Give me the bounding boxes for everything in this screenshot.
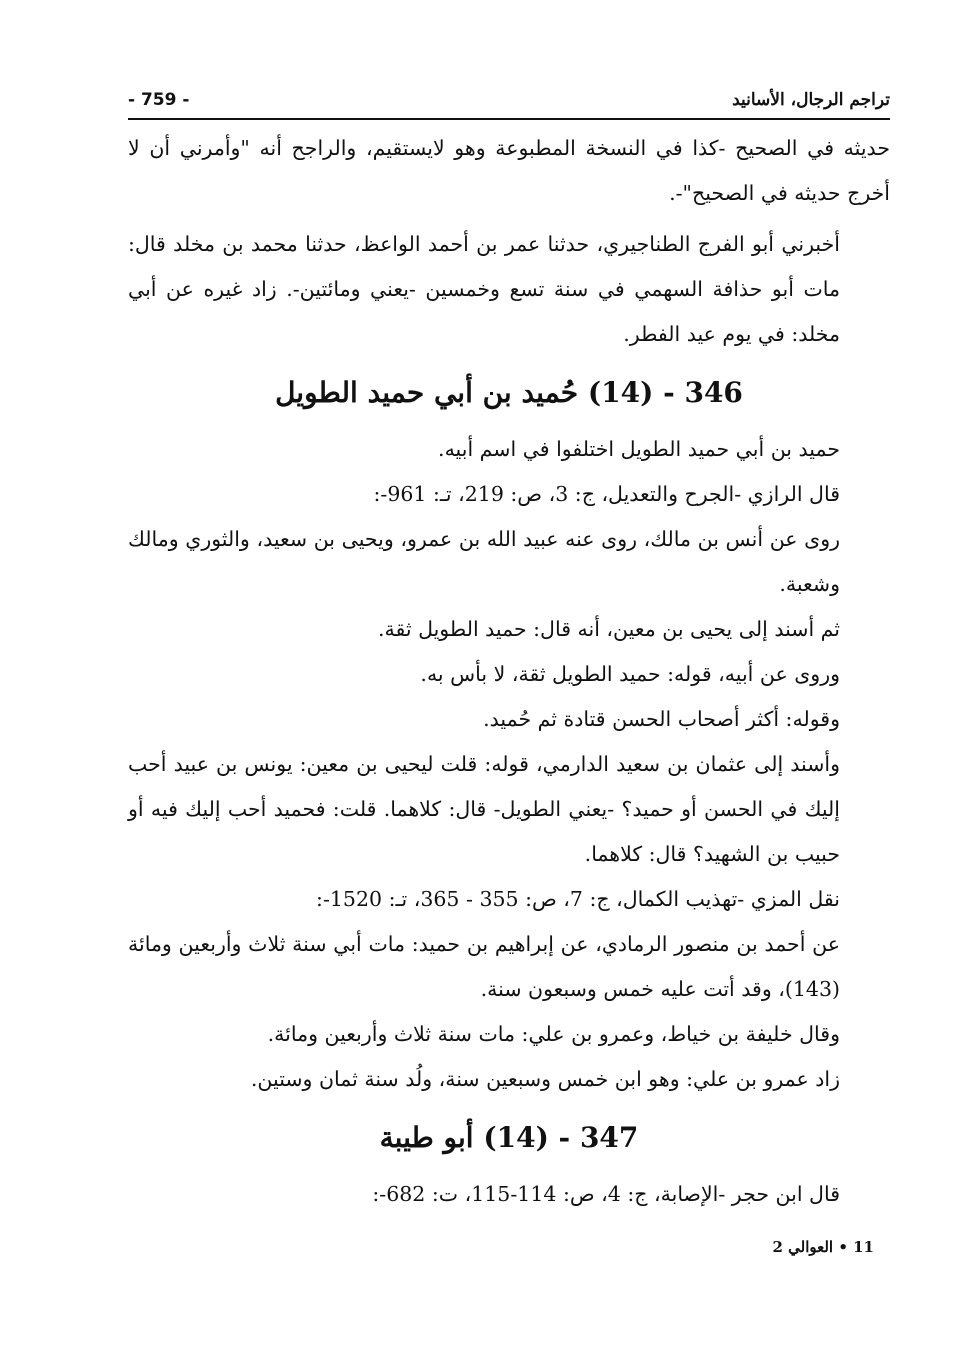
paragraph: وأسند إلى عثمان بن سعيد الدارمي، قوله: قلت ليحيى بن معين: يونس بن عبيد أحب إليك في الحسن أو حميد؟ -يعني الطويل- قال: كلاهما. قلت: فحميد أحب إليك فيه أو حبيب بن الشهيد؟ قال: كلاهما. — [128, 752, 840, 866]
citation-paragraph: قال ابن حجر -الإصابة، ج: 4، ص: 114-115، ت: 682-: — [372, 1182, 840, 1206]
page-body — [128, 126, 890, 1217]
page-number: - 759 - — [128, 90, 190, 110]
paragraph: وقوله: أكثر أصحاب الحسن قتادة ثم حُميد. — [483, 707, 840, 731]
entry-heading-346: 346 - (14) حُميد بن أبي حميد الطويل — [275, 376, 743, 409]
paragraph: روى عن أنس بن مالك، روى عنه عبيد الله بن عمرو، ويحيى بن سعيد، والثوري ومالك وشعبة. — [128, 527, 840, 596]
citation-paragraph: نقل المزي -تهذيب الكمال، ج: 7، ص: 355 - 365، تـ: 1520-: — [316, 887, 840, 911]
paragraph: عن أحمد بن منصور الرمادي، عن إبراهيم بن حميد: مات أبي سنة ثلاث وأربعين ومائة (143)، وقد أتت عليه خمس وسبعون سنة. — [128, 932, 840, 1001]
entry-heading-347: 347 - (14) أبو طيبة — [379, 1121, 639, 1154]
paragraph: حميد بن أبي حميد الطويل اختلفوا في اسم أبيه. — [438, 437, 840, 461]
page-header — [128, 86, 890, 116]
paragraph: حديثه في الصحيح -كذا في النسخة المطبوعة وهو لايستقيم، والراجح أنه "وأمرني أن لا أخرج حديثه في الصحيح"-. — [128, 136, 890, 205]
paragraph: زاد عمرو بن علي: وهو ابن خمس وسبعين سنة، ولُد سنة ثمان وستين. — [250, 1067, 840, 1091]
paragraph: وروى عن أبيه، قوله: حميد الطويل ثقة، لا بأس به. — [420, 662, 840, 686]
citation-paragraph: قال الرازي -الجرح والتعديل، ج: 3، ص: 219، تـ: 961-: — [373, 482, 840, 506]
header-rule — [128, 118, 890, 120]
paragraph: وقال خليفة بن خياط، وعمرو بن علي: مات سنة ثلاث وأربعين ومائة. — [267, 1022, 840, 1046]
paragraph: أخبرني أبو الفرج الطناجيري، حدثنا عمر بن أحمد الواعظ، حدثنا محمد بن مخلد قال: مات أبو حذافة السهمي في سنة تسع وخمسين -يعني ومائتين-. زاد غيره عن أبي مخلد: في يوم عيد الفطر. — [128, 232, 840, 346]
running-title: تراجم الرجال، الأسانيد — [732, 90, 890, 110]
signature-mark: 11 • العوالي 2 — [772, 1238, 874, 1256]
paragraph: ثم أسند إلى يحيى بن معين، أنه قال: حميد الطويل ثقة. — [377, 617, 840, 641]
